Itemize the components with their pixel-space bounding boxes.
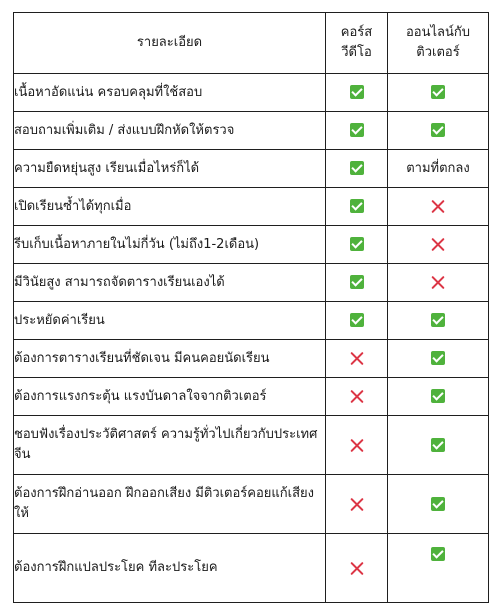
check-icon [431,497,445,511]
video-cell [326,340,388,378]
table-row [14,74,489,112]
check-icon [350,313,364,327]
tutor-cell [388,150,489,188]
row-description: มีวินัยสูง สามารถจัดตารางเรียนเองได้ [14,264,326,302]
table-row [14,188,489,226]
row-description: เนื้อหาอัดแน่น ครอบคลุมที่ใช้สอบ [14,74,326,112]
video-cell [326,74,388,112]
comparison-sheet [13,12,488,603]
cross-icon [431,199,445,213]
check-icon [431,389,445,403]
video-cell [326,534,388,603]
check-icon [431,438,445,452]
header-online-tutor [388,13,489,74]
tutor-cell [388,378,489,416]
check-icon [431,123,445,137]
check-icon [431,313,445,327]
comparison-rows [14,74,489,603]
cross-icon [350,497,364,511]
video-cell [326,226,388,264]
video-cell [326,264,388,302]
video-cell [326,416,388,475]
check-icon [350,85,364,99]
cross-icon [350,438,364,452]
table-row [14,475,489,534]
cross-icon [431,237,445,251]
tutor-cell [388,74,489,112]
table-row [14,112,489,150]
cross-icon [350,351,364,365]
check-icon [431,85,445,99]
video-cell [326,475,388,534]
table-row [14,416,489,475]
check-icon [431,351,445,365]
check-icon [431,547,445,561]
cross-icon [431,275,445,289]
header-video-course [326,13,388,74]
check-icon [350,123,364,137]
tutor-cell [388,416,489,475]
header-tutor-line-1: ออนไลน์กับ [405,25,471,40]
cross-icon [350,389,364,403]
comparison-table [13,12,489,603]
header-description [14,13,326,74]
tutor-cell [388,226,489,264]
tutor-cell [388,264,489,302]
video-cell [326,378,388,416]
check-icon [350,237,364,251]
video-cell [326,302,388,340]
table-row [14,150,489,188]
row-description: รีบเก็บเนื้อหาภายในไม่กี่วัน (ไม่ถึง1-2เดือน) [14,226,326,264]
header-video-line-2: วีดีโอ [341,45,372,60]
row-description: ต้องการฝึกอ่านออก ฝึกออกเสียง มีติวเตอร์คอยแก้เสียงให้ [14,475,326,534]
tutor-cell [388,340,489,378]
header-row [14,13,489,74]
row-description: สอบถามเพิ่มเติม / ส่งแบบฝึกหัดให้ตรวจ [14,112,326,150]
header-description-label: รายละเอียด [136,35,203,50]
video-cell [326,112,388,150]
tutor-cell [388,112,489,150]
video-cell [326,188,388,226]
row-description: ต้องการฝึกแปลประโยค ทีละประโยค [14,534,326,603]
header-tutor-line-2: ติวเตอร์ [416,45,460,60]
table-row [14,378,489,416]
header-video-line-1: คอร์ส [340,25,373,40]
table-row [14,340,489,378]
tutor-cell [388,302,489,340]
row-description: ชอบฟังเรื่องประวัติศาสตร์ ความรู้ทั่วไปเกี่ยวกับประเทศจีน [14,416,326,475]
tutor-cell [388,534,489,603]
table-row [14,302,489,340]
tutor-cell-text: ตามที่ตกลง [406,160,470,176]
row-description: เปิดเรียนซ้ำได้ทุกเมื่อ [14,188,326,226]
row-description: ความยืดหยุ่นสูง เรียนเมื่อไหร่ก็ได้ [14,150,326,188]
row-description: ต้องการตารางเรียนที่ชัดเจน มีคนคอยนัดเรียน [14,340,326,378]
tutor-cell [388,475,489,534]
row-description: ต้องการแรงกระตุ้น แรงบันดาลใจจากติวเตอร์ [14,378,326,416]
row-description: ประหยัดค่าเรียน [14,302,326,340]
check-icon [350,275,364,289]
table-row [14,534,489,603]
check-icon [350,161,364,175]
check-icon [350,199,364,213]
video-cell [326,150,388,188]
cross-icon [350,561,364,575]
table-row [14,226,489,264]
table-row [14,264,489,302]
tutor-cell [388,188,489,226]
